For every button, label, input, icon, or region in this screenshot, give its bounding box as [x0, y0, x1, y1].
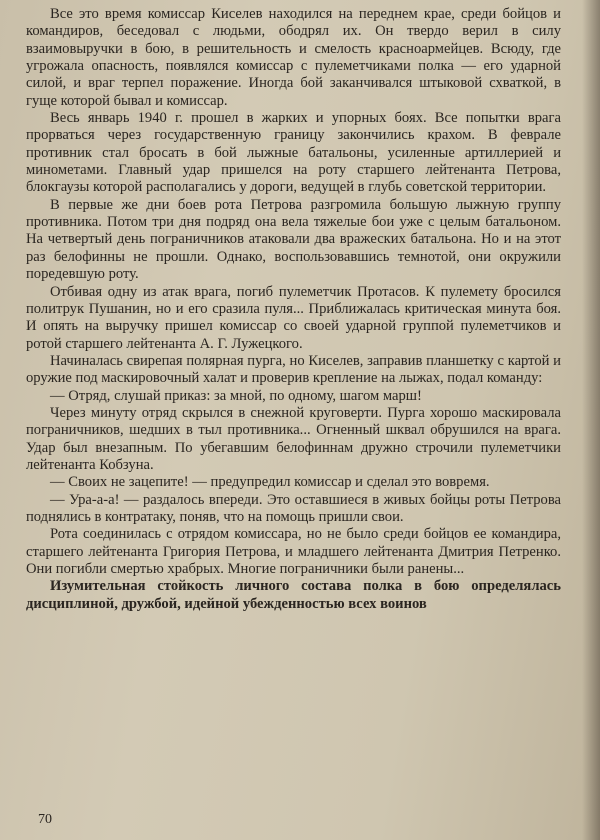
paragraph: Начиналась свирепая полярная пурга, но Киселев, заправив планшетку с картой и оружие под маскировочный халат и проверив крепление на лыжах, подал команду:	[26, 352, 561, 387]
paragraph: Через минуту отряд скрылся в снежной круговерти. Пурга хорошо маскировала пограничников, шедших в тыл противника... Огненный шквал обрушился на врага. Удар был внезапным. По убегавшим белофиннам дружно строчили пулеметчики лейтенанта Кобзуна.	[26, 404, 561, 473]
paragraph: В первые же дни боев рота Петрова разгромила большую лыжную группу противника. Потом три дня подряд она вела тяжелые бои уже с целым батальоном. На четвертый день пограничников атаковали два вражеских батальона. Но и на этот раз белофинны не прошли. Однако, воспользовавшись темнотой, они окружили поредевшую роту.	[26, 196, 561, 283]
page-body-text	[26, 6, 561, 613]
dialog-line: — Отряд, слушай приказ: за мной, по одному, шагом марш!	[50, 387, 422, 404]
paragraph: Отбивая одну из атак врага, погиб пулеметчик Протасов. К пулемету бросился политрук Пушанин, но и его сразила пуля... Приближалась критическая минута боя. И опять на выручку пришел комиссар со своей ударной группой пулеметчиков и ротой старшего лейтенанта А. Г. Лужецкого.	[26, 283, 561, 352]
paragraph: Все это время комиссар Киселев находился на переднем крае, среди бойцов и командиров, беседовал с людьми, ободрял их. Он твердо верил в силу взаимовыручки в бою, в решительность и смелость красноармейцев. Всюду, где угрожала опасность, появлялся комиссар с пулеметчиками полка — его ударной силой, и враг терпел поражение. Иногда бой заканчивался штыковой схваткой, в гуще которой бывал и комиссар.	[26, 6, 561, 109]
paragraph: Весь январь 1940 г. прошел в жарких и упорных боях. Все попытки врага прорваться через государственную границу закончились крахом. В феврале противник стал бросать в бой лыжные батальоны, усиленные артиллерией и минометами. Главный удар пришелся на роту старшего лейтенанта Петрова, блокгаузы которой располагались у дороги, ведущей в глубь советской территории.	[26, 110, 561, 196]
dialog-line: — Своих не зацепите! — предупредил комиссар и сделал это вовремя.	[50, 474, 490, 491]
paragraph: Рота соединилась с отрядом комиссара, но не было среди бойцов ее командира, старшего лейтенанта Григория Петрова, и младшего лейтенанта Дмитрия Петренко. Они погибли смертью храбрых. Многие пограничники были ранены...	[26, 526, 561, 577]
paragraph: Изумительная стойкость личного состава полка в бою определялась дисциплиной, дружбой, идейной убежденностью всех воинов	[26, 578, 561, 612]
dialog-line: — Ура-а-а! — раздалось впереди. Это оставшиеся в живых бойцы роты Петрова поднялись в контратаку, поняв, что на помощь пришли свои.	[26, 491, 561, 525]
book-spine-shadow	[582, 0, 600, 840]
page-number: 70	[38, 812, 52, 827]
